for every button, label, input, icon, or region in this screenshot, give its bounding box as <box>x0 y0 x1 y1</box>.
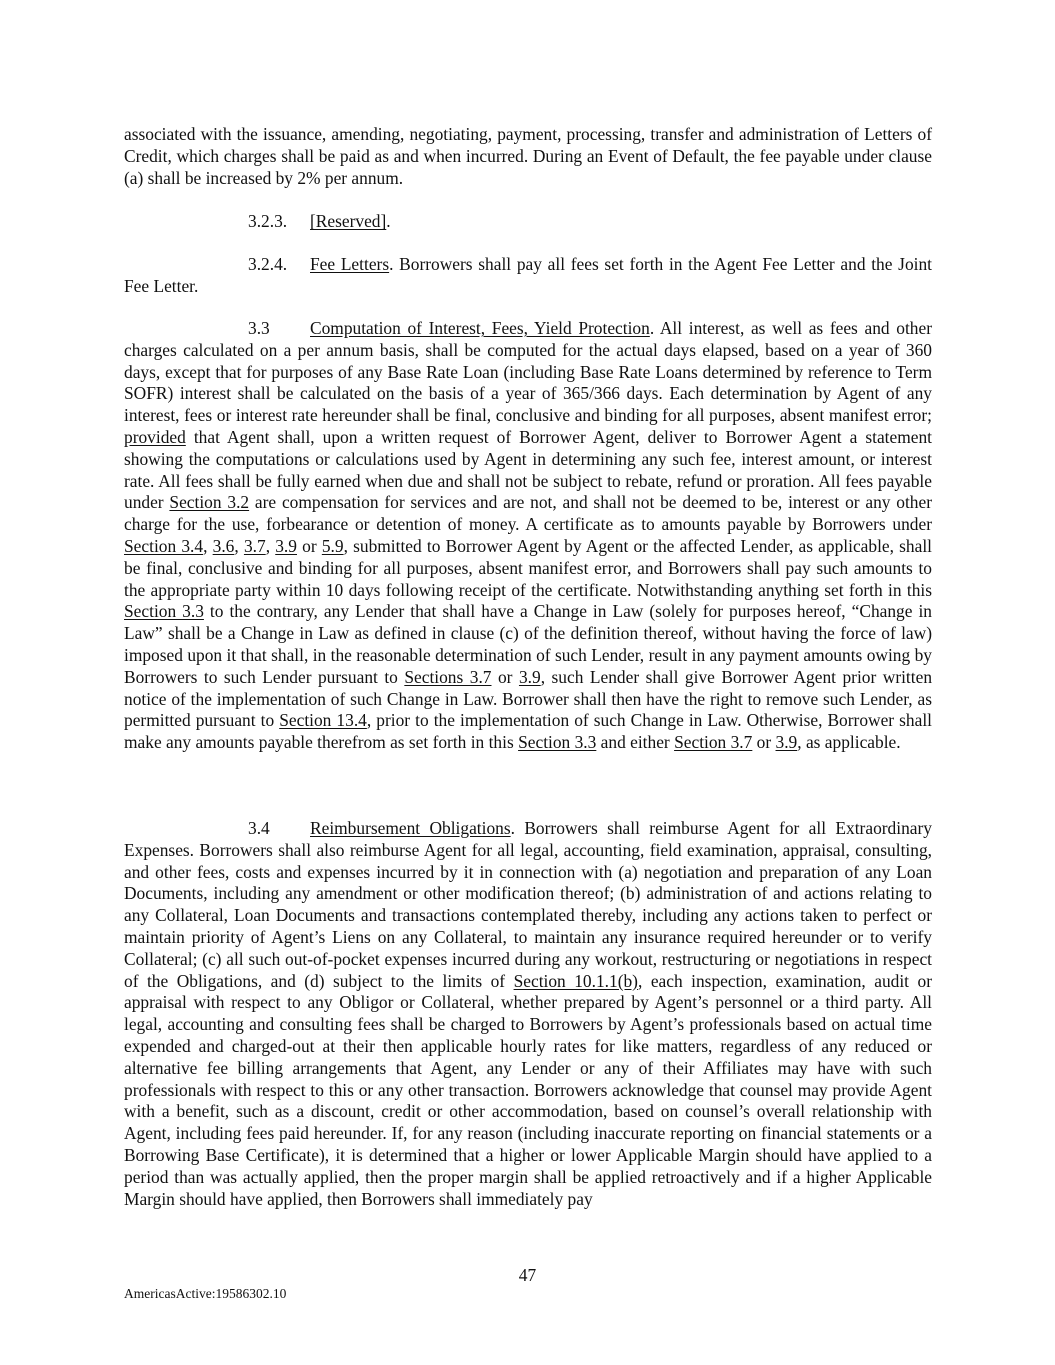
cross-reference: 3.9 <box>775 732 798 753</box>
cross-reference: Section 3.3 <box>518 732 597 753</box>
cross-reference: 3.9 <box>518 666 541 687</box>
carryover-paragraph <box>124 124 932 189</box>
section-number: 3.3 <box>248 318 270 338</box>
section-title: Computation of Interest, Fees, Yield Protection <box>310 318 650 338</box>
section-title: [Reserved] <box>310 211 387 231</box>
provided-term: provided <box>124 426 186 447</box>
cross-reference: Section 13.4 <box>279 710 367 731</box>
section-title: Fee Letters <box>310 254 390 274</box>
cross-reference: 3.9 <box>275 535 297 556</box>
document-id: AmericasActive:19586302.10 <box>124 1286 287 1301</box>
cross-reference: Section 3.3 <box>124 601 204 622</box>
cross-reference: Sections 3.7 <box>404 666 492 687</box>
carryover-text: associated with the issuance, amending, negotiating, payment, processing, transfer and administration of Letters of Credit, which charges shall be paid as and when incurred. During an Event of Default, the fee payable under clause (a) shall be increased by 2% per annum. <box>124 124 932 188</box>
section-3-3: 3.3 Computation of Interest, Fees, Yield Protection. All interest, as well as fees and other charges calculated on a per annum basis, shall be computed for the actual days elapsed, based on a year of 360 days, except that for purposes of any Base Rate Loan (including Base Rate Loans determined by reference to Term SOFR) interest shall be calculated on the basis of a year of 365/366 days. Each determination by Agent of any interest, fees or interest rate hereunder shall be final, conclusive and binding for all purposes, absent manifest error; provided that Agent shall, upon a written request of Borrower Agent, deliver to Borrower Agent a statement showing the computations or calculations used by Agent in determining any such fee, interest amount, or interest rate. All fees shall be fully earned when due and shall not be subject to rebate, refund or proration. All fees payable under Section 3.2 are compensation for services and are not, and shall not be deemed to be, interest or any other charge for the use, forbearance or detention of money. A certificate as to amounts payable by Borrowers under Section 3.4, 3.6, 3.7, 3.9 or 5.9, submitted to Borrower Agent by Agent or the affected Lender, as applicable, shall be final, conclusive and binding for all purposes, absent manifest error, and Borrowers shall pay such amounts to the appropriate party within 10 days following receipt of the certificate. Notwithstanding anything set forth in this Section 3.3 to the contrary, any Lender that shall have a Change in Law (solely for purposes hereof, “Change in Law” shall be a Change in Law as defined in clause (c) of the definition thereof, without having the force of law) imposed upon it that shall, in the reasonable determination of such Lender, result in any payment amounts owing by Borrowers to such Lender pursuant to Sections 3.7 or 3.9, such Lender shall give Borrower Agent prior written notice of the implementation of such Change in Law. Borrower shall then have the right to remove such Lender, as permitted pursuant to Section 13.4, prior to the implementation of such Change in Law. Otherwise, Borrower shall make any amounts payable therefrom as set forth in this Section 3.3 and either Section 3.7 or 3.9, as applicable. <box>124 318 933 753</box>
cross-reference: Section 3.4 <box>124 535 204 556</box>
cross-reference: 5.9 <box>321 535 344 556</box>
cross-reference: 3.6 <box>212 535 235 556</box>
cross-reference: Section 3.2 <box>169 492 250 513</box>
section-3-2-4 <box>124 254 932 298</box>
section-body: . Borrowers shall pay all fees set forth in the Agent Fee Letter and the Joint Fee Letter. <box>124 254 932 296</box>
section-3-4: 3.4 Reimbursement Obligations. Borrowers shall reimburse Agent for all Extraordinary Expenses. Borrowers shall also reimburse Agent for all legal, accounting, field examination, appraisal, consulting, and other fees, costs and expenses incurred by it in connection with (a) negotiation and preparation of any Loan Documents, including any amendment or other modification thereof; (b) administration of and actions relating to any Collateral, Loan Documents and transactions contemplated thereby, including any actions taken to perfect or maintain priority of Agent’s Liens on any Collateral, to maintain any insurance required hereunder or to verify Collateral; (c) all such out-of-pocket expenses incurred during any workout, restructuring or negotiations in respect of the Obligations, and (d) subject to the limits of Section 10.1.1(b), each inspection, examination, audit or appraisal with respect to any Obligor or Collateral, whether prepared by Agent’s personnel or a third party. All legal, accounting and consulting fees shall be charged to Borrowers by Agent’s professionals based on actual time expended and charged-out at their then applicable hourly rates for like matters, regardless of any reduced or alternative fee billing arrangements that Agent, any Lender or any of their Affiliates may have with such professionals with respect to this or any other transaction. Borrowers acknowledge that counsel may provide Agent with a benefit, such as a discount, credit or other accommodation, based on counsel’s overall relationship with Agent, including fees paid hereunder. If, for any reason (including inaccurate reporting on financial statements or a Borrowing Base Certificate), it is determined that a higher or lower Applicable Margin should have applied to a period than was actually applied, then the proper margin shall be applied retroactively and if a higher Applicable Margin should have applied, then Borrowers shall immediately pay <box>124 818 932 1209</box>
page-number: 47 <box>518 1265 537 1285</box>
section-title: Reimbursement Obligations <box>310 818 511 838</box>
cross-reference: Section 3.7 <box>674 732 753 753</box>
section-number: 3.2.4. <box>248 254 288 274</box>
cross-reference: 3.7 <box>243 535 266 556</box>
section-number: 3.2.3. <box>248 211 288 231</box>
section-number: 3.4 <box>248 818 270 838</box>
section-3-2-3: 3.2.3. [Reserved]. <box>248 211 391 231</box>
cross-reference: Section 10.1.1(b) <box>513 970 638 991</box>
